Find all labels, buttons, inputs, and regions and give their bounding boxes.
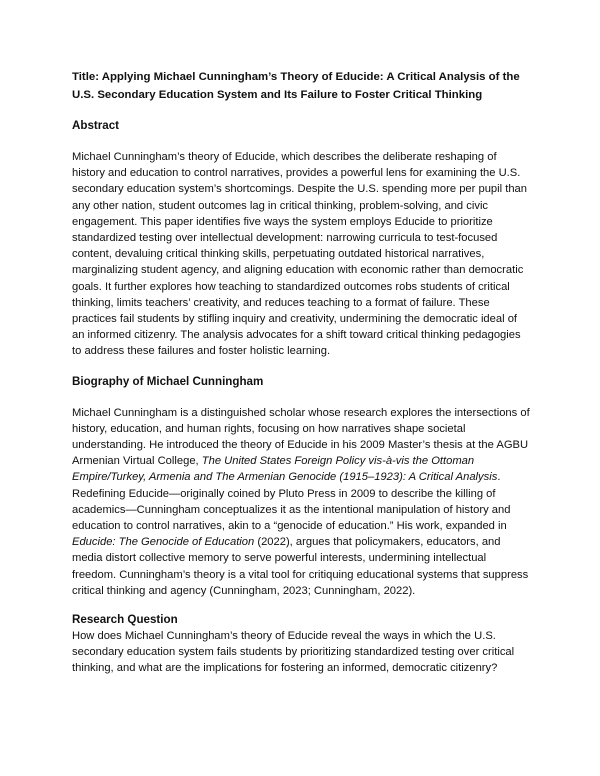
- abstract-body: Michael Cunningham’s theory of Educide, which describes the deliberate reshaping of history and education to control narratives, provides a powerful lens for examining the U.S. secondary education system’s shortcomings. Despite the U.S. spending more per pupil than any other nation, student outcomes lag in critical thinking, problem-solving, and civic engagement. This paper identifies five ways the system employs Educide to prioritize standardized testing over intellectual development: narrowing curricula to test-focused content, devaluing critical thinking skills, perpetuating outdated historical narratives, marginalizing student agency, and aligning education with economic rather than democratic goals. It further explores how teaching to standardized outcomes robs students of critical thinking, limits teachers’ creativity, and reduces teaching to a format of failure. These practices fail students by stifling inquiry and creativity, undermining the democratic ideal of an informed citizenry. The analysis advocates for a shift toward critical thinking pedagogies to address these failures and foster holistic learning.: [72, 151, 527, 358]
- biography-heading: Biography of Michael Cunningham: [72, 374, 264, 388]
- research-question-body: How does Michael Cunningham’s theory of Educide reveal the ways in which the U.S. secondary education system fails students by prioritizing standardized testing over critical thinking, and what are the implications for fostering an informed, democratic citizenry?: [72, 630, 515, 675]
- biography-part-1: Michael Cunningham is a distinguished scholar whose research explores the intersections of history, education, and human rights, focusing on how narratives shape societal understanding. He introduced the theory of Educide in his 2009 Master’s thesis at the AGBU Armenian Virtual College,: [72, 406, 530, 468]
- biography-body: [72, 405, 530, 599]
- research-question-heading: Research Question: [72, 613, 178, 627]
- title-lead: Title: [72, 71, 96, 83]
- book-title: Educide: The Genocide of Education: [72, 536, 255, 549]
- abstract-heading: Abstract: [72, 119, 120, 132]
- title-text: : Applying Michael Cunningham’s Theory of Educide: A Critical Analysis of the U.S. Secondary Education System and Its Failure to Foster Critical Thinking: [72, 71, 520, 101]
- biography-part-3: (2022), argues that policymakers, educators, and media distort collective memory to serve powerful interests, undermining intellectual freedom. Cunningham’s theory is a vital tool for critiquing educational systems that suppress critical thinking and agency (Cunningham, 2023; Cunningham, 2022).: [72, 536, 529, 597]
- thesis-title: The United States Foreign Policy vis-à-vis the Ottoman Empire/Turkey, Armenia and The Armenian Genocide (1915–1923): A Critical Analysis: [72, 455, 498, 484]
- biography-part-2: . Redefining Educide—originally coined by Pluto Press in 2009 to describe the killing of academics—Cunningham conceptualizes it as the intentional manipulation of history and education to control narratives, akin to a “genocide of education.” His work, expanded in: [72, 471, 511, 533]
- document-title: [72, 68, 530, 104]
